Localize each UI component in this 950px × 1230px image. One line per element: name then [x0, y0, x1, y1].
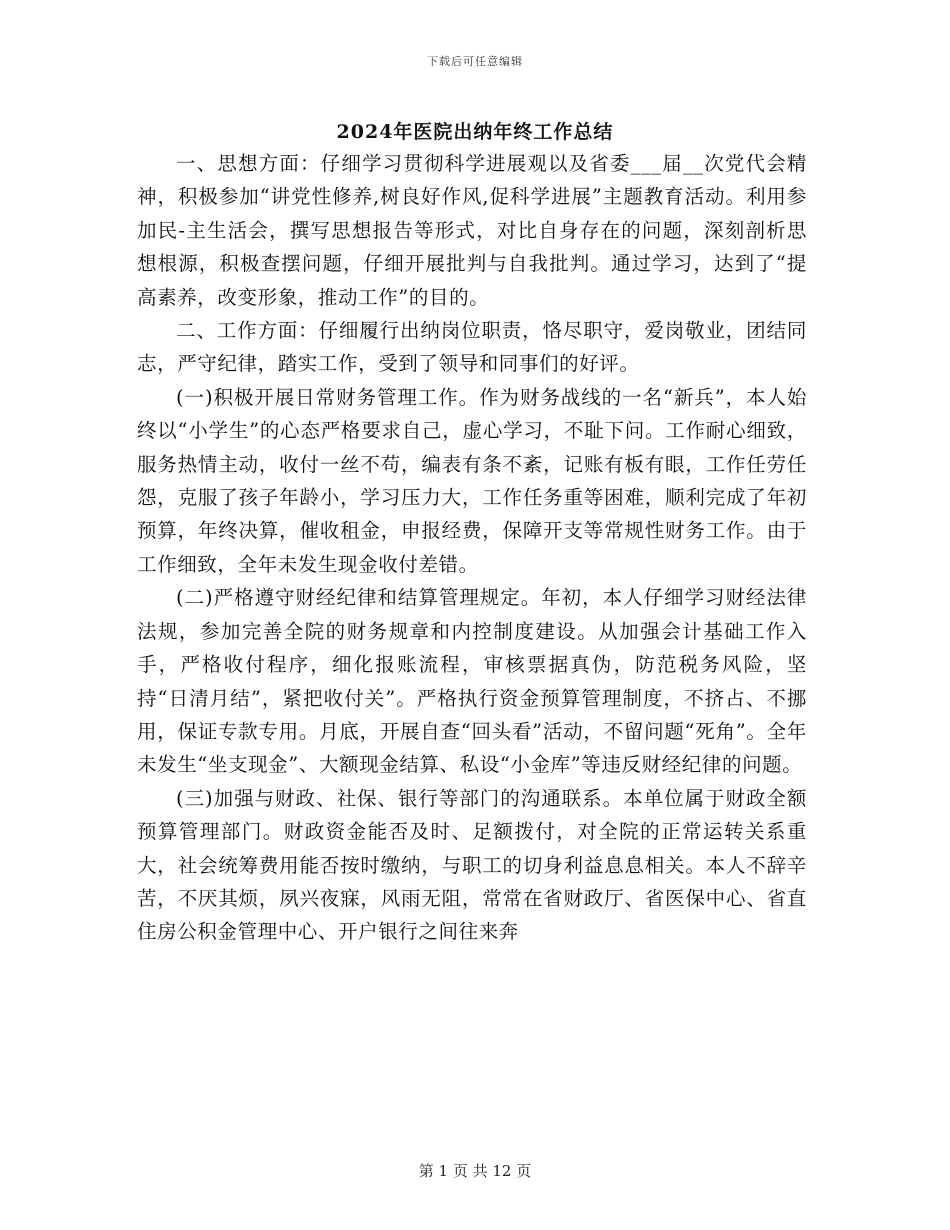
- document-title: 2024年医院出纳年终工作总结: [336, 121, 614, 143]
- header-note: 下载后可任意编辑: [427, 55, 523, 68]
- paragraph-discipline: (二)严格遵守财经纪律和结算管理规定。年初，本人仔细学习财经法律法规，参加完善全院的财务规章和内控制度建设。从加强会计基础工作入手，严格收付程序，细化报账流程，审核票据真伪，防范税务风险，坚持“日清月结”，紧把收付关”。严格执行资金预算管理制度，不挤占、不挪用，保证专款专用。月底，开展自查“回头看”活动，不留问题“死角”。全年未发生“坐支现金”、大额现金结算、私设“小金库”等违反财经纪律的问题。: [137, 586, 807, 777]
- paragraph-work: 二、工作方面：仔细履行出纳岗位职责，恪尽职守，爱岗敬业，团结同志，严守纪律，踏实工作，受到了领导和同事们的好评。: [137, 319, 807, 376]
- paragraph-thought: 一、思想方面：仔细学习贯彻科学进展观以及省委___届__次党代会精神，积极参加“讲党性修养,树良好作风,促科学进展”主题教育活动。利用参加民-主生活会，撰写思想报告等形式，对比自身存在的问题，深刻剖析思想根源，积极查摆问题，仔细开展批判与自我批判。通过学习，达到了“提高素养，改变形象，推动工作”的目的。: [137, 152, 807, 309]
- page-number: 第 1 页 共 12 页: [418, 1162, 532, 1180]
- paragraph-daily-finance: (一)积极开展日常财务管理工作。作为财务战线的一名“新兵”，本人始终以“小学生”的心态严格要求自己，虚心学习，不耻下问。工作耐心细致，服务热情主动，收付一丝不苟，编表有条不紊，记账有板有眼，工作任劳任怨，克服了孩子年龄小，学习压力大，工作任务重等困难，顺利完成了年初预算，年终决算，催收租金，申报经费，保障开支等常规性财务工作。由于工作细致，全年未发生现金收付差错。: [137, 385, 807, 576]
- document-body: [137, 147, 807, 949]
- paragraph-communication: (三)加强与财政、社保、银行等部门的沟通联系。本单位属于财政全额预算管理部门。财政资金能否及时、足额拨付，对全院的正常运转关系重大，社会统筹费用能否按时缴纳，与职工的切身利益息息相关。本人不辞辛苦，不厌其烦，夙兴夜寐，风雨无阻，常常在省财政厅、省医保中心、省直住房公积金管理中心、开户银行之间往来奔: [137, 786, 807, 944]
